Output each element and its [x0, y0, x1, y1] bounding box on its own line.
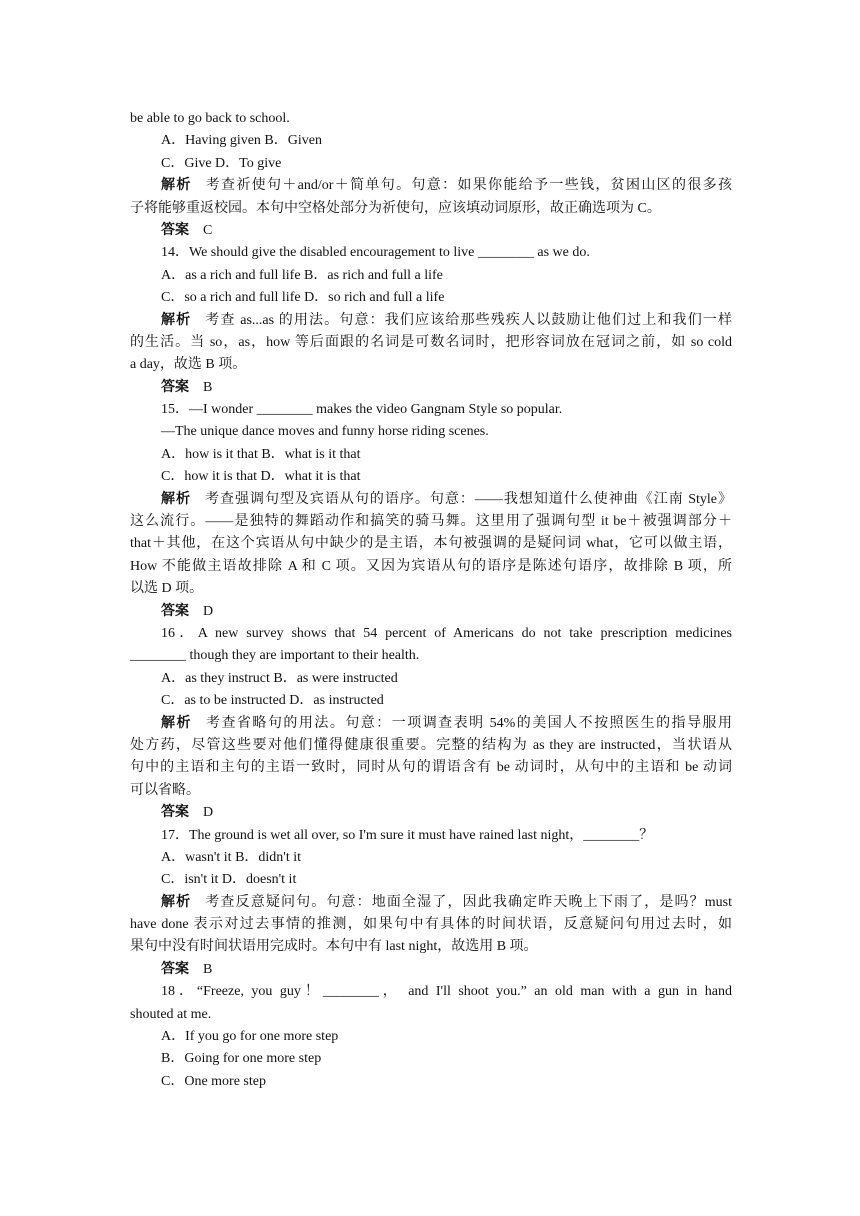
option-line: A．as a rich and full life B．as rich and full a life	[161, 267, 443, 283]
option-line: A．wasn't it B．didn't it	[161, 849, 301, 865]
option-line: C．how it is that D．what it is that	[161, 469, 361, 485]
answer-line: 答案 B	[161, 379, 213, 395]
option-line: B．Going for one more step	[161, 1051, 322, 1067]
analysis-line: 解析 考查 as...as 的用法。句意：我们应该给那些残疾人以鼓励让他们过上和我们一样	[161, 312, 732, 328]
analysis-line: How 不能做主语故排除 A 和 C 项。又因为宾语从句的语序是陈述句语序，故排除 B 项，所	[130, 558, 732, 574]
analysis-line: 这么流行。——是独特的舞蹈动作和搞笑的骑马舞。这里用了强调句型 it be＋被强调部分＋	[130, 514, 732, 530]
analysis-line: 处方药，尽管这些要对他们懂得健康很重要。完整的结构为 as they are instructed，当状语从	[130, 737, 732, 753]
answer-label: 答案	[161, 961, 189, 977]
analysis-line: that＋其他，在这个宾语从句中缺少的是主语，本句被强调的是疑问词 what，它可以做主语，	[130, 536, 732, 552]
analysis-label: 解析	[161, 894, 192, 910]
analysis-line: 的生活。当 so，as，how 等后面跟的名词是可数名词时，把形容词放在冠词之前，如 so cold	[130, 334, 732, 350]
answer-line: 答案 D	[161, 805, 214, 821]
analysis-line: 子将能够重返校园。本句中空格处部分为祈使句，应该填动词原形，故正确选项为 C。	[130, 200, 661, 216]
answer-label: 答案	[161, 603, 189, 619]
question-line: 15．—I wonder ________ makes the video Gangnam Style so popular.	[161, 402, 563, 418]
answer-line: 答案 B	[161, 961, 213, 977]
analysis-line: a day，故选 B 项。	[130, 357, 247, 373]
exercise-content	[130, 108, 732, 1093]
question-line: 18．“Freeze, you guy！________， and I'll shoot you.” an old man with a gun in hand	[161, 984, 732, 1000]
question-line: ________ though they are important to their health.	[130, 648, 420, 664]
option-line: C．Give D．To give	[161, 155, 282, 171]
option-line: C．so a rich and full life D．so rich and full a life	[161, 290, 445, 306]
option-line: C．as to be instructed D．as instructed	[161, 693, 384, 709]
option-line: C．One more step	[161, 1073, 266, 1089]
analysis-line: 解析 考查省略句的用法。句意：一项调查表明 54%的美国人不按照医生的指导服用	[161, 715, 732, 731]
question-line: 16．A new survey shows that 54 percent of Americans do not take prescription medicines	[161, 625, 732, 641]
analysis-line: have done 表示对过去事情的推测，如果句中有具体的时间状语，反意疑问句用过去时，如	[130, 917, 732, 933]
analysis-label: 解析	[161, 312, 192, 328]
option-line: A．how is it that B．what is it that	[161, 446, 361, 462]
analysis-label: 解析	[161, 491, 191, 507]
analysis-line: 果句中没有时间状语用完成时。本句中有 last night，故选用 B 项。	[130, 939, 538, 955]
analysis-line: 解析 考查祈使句＋and/or＋简单句。句意：如果你能给予一些钱，贫困山区的很多孩	[161, 178, 733, 194]
answer-label: 答案	[161, 379, 189, 395]
analysis-line: 可以省略。	[130, 782, 200, 798]
text-line: be able to go back to school.	[130, 111, 290, 126]
option-line: A．as they instruct B．as were instructed	[161, 670, 398, 686]
option-line: A．If you go for one more step	[161, 1029, 339, 1045]
text-line: —The unique dance moves and funny horse riding scenes.	[161, 424, 489, 440]
question-line: 17．The ground is wet all over, so I'm sure it must have rained last night，________？	[161, 827, 654, 843]
analysis-line: 句中的主语和主句的主语一致时，同时从句的谓语含有 be 动词时，从句中的主语和 be 动词	[130, 760, 732, 776]
analysis-line: 以选 D 项。	[130, 581, 204, 597]
answer-line: 答案 C	[161, 222, 213, 238]
analysis-line: 解析 考查反意疑问句。句意：地面全湿了，因此我确定昨天晚上下雨了，是吗？must	[161, 894, 733, 910]
question-line: shouted at me.	[130, 1006, 212, 1022]
answer-label: 答案	[161, 222, 189, 238]
question-line: 14．We should give the disabled encouragement to live ________ as we do.	[161, 245, 590, 261]
answer-label: 答案	[161, 805, 189, 821]
option-line: C．isn't it D．doesn't it	[161, 872, 297, 888]
analysis-line: 解析 考查强调句型及宾语从句的语序。句意：——我想知道什么使神曲《江南 Style》	[161, 491, 732, 507]
option-line: A．Having given B．Given	[161, 133, 322, 149]
analysis-label: 解析	[161, 178, 192, 194]
answer-line: 答案 D	[161, 603, 214, 619]
analysis-label: 解析	[161, 715, 192, 731]
